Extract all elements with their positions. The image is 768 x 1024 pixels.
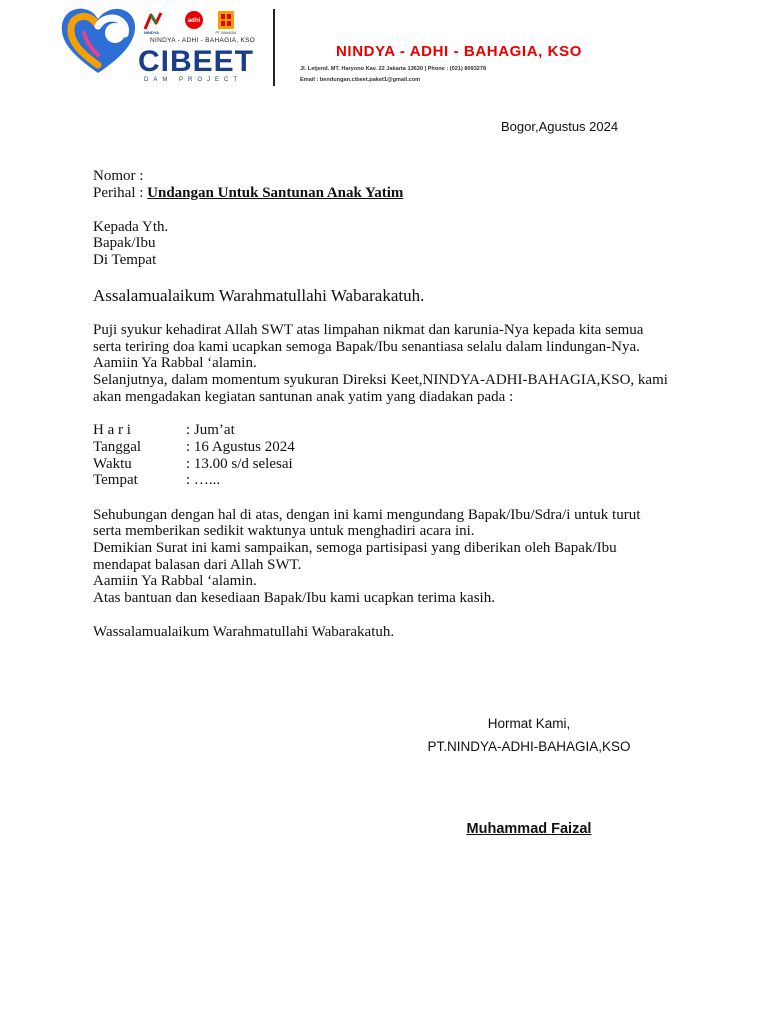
partner-logos-icon [142, 9, 242, 35]
cibeet-logo [58, 3, 258, 87]
subject-label: Perihal : [93, 185, 148, 201]
company-email: Email : bendungan.cibeet.paket1@gmail.com [300, 77, 421, 83]
intro-line: akan mengadakan kegiatan santunan anak yatim yang diadakan pada : [93, 389, 514, 405]
detail-label: Waktu [93, 456, 132, 472]
bahagia-logo-text: PT. BAHAGIA [215, 31, 237, 35]
intro-line: Selanjutnya, dalam momentum syukuran Direksi Keet,NINDYA-ADHI-BAHAGIA,KSO, kami [93, 372, 668, 388]
detail-label: H a r i [93, 422, 131, 438]
farewell: Wassalamualaikum Warahmatullahi Wabarakatuh. [93, 624, 395, 640]
closing-line: Demikian Surat ini kami sampaikan, semoga partisipasi yang diberikan oleh Bapak/Ibu [93, 540, 617, 556]
greeting: Assalamualaikum Warahmatullahi Wabarakatuh. [93, 286, 425, 305]
intro-line: Aamiin Ya Rabbal ‘alamin. [93, 355, 257, 371]
closing-line: serta memberikan sedikit waktunya untuk menghadiri acara ini. [93, 523, 475, 539]
brand-subtitle: DAM PROJECT [144, 77, 243, 83]
closing-line: Sehubungan dengan hal di atas, dengan ini kami mengundang Bapak/Ibu/Sdra/i untuk turut [93, 507, 641, 523]
detail-value: : 13.00 s/d selesai [186, 456, 293, 472]
kso-partners-text: NINDYA - ADHI - BAHAGIA, KSO [150, 37, 256, 44]
detail-value: : Jum’at [186, 422, 235, 438]
signature-closing: Hormat Kami, [487, 716, 571, 731]
company-address: Jl. Letjend. MT. Haryono Kav. 22 Jakarta 13630 | Phone : (021) 8093278 [300, 66, 487, 72]
letter-subject [93, 185, 403, 202]
closing-line: Atas bantuan dan kesediaan Bapak/Ibu kami ucapkan terima kasih. [93, 590, 495, 606]
nindya-logo-text: NINDYA [144, 30, 159, 35]
detail-value: : 16 Agustus 2024 [186, 439, 295, 455]
closing-line: mendapat balasan dari Allah SWT. [93, 557, 302, 573]
signatory-name: Muhammad Faizal [466, 821, 592, 837]
intro-line: serta teriring doa kami ucapkan semoga Bapak/Ibu senantiasa selalu dalam lindungan-Nya. [93, 339, 640, 355]
recipient-line: Di Tempat [93, 252, 157, 268]
letter-number: Nomor : [93, 168, 144, 184]
adhi-logo-text: adhi [187, 18, 201, 24]
place-date: Bogor,Agustus 2024 [501, 119, 619, 134]
subject-value: Undangan Untuk Santunan Anak Yatim [147, 185, 404, 201]
detail-label: Tempat [93, 472, 138, 488]
cibeet-heart-logo-icon [58, 3, 138, 77]
letterhead-divider [273, 9, 275, 86]
brand-name: CIBEET [138, 45, 255, 78]
signature-company: PT.NINDYA-ADHI-BAHAGIA,KSO [427, 739, 631, 754]
company-title: NINDYA - ADHI - BAHAGIA, KSO [336, 43, 582, 60]
recipient-line: Kepada Yth. [93, 219, 169, 235]
detail-label: Tanggal [93, 439, 142, 455]
closing-line: Aamiin Ya Rabbal ‘alamin. [93, 573, 257, 589]
intro-line: Puji syukur kehadirat Allah SWT atas limpahan nikmat dan karunia-Nya kepada kita semua [93, 322, 644, 338]
recipient-line: Bapak/Ibu [93, 235, 156, 251]
detail-value: : …... [186, 472, 221, 488]
